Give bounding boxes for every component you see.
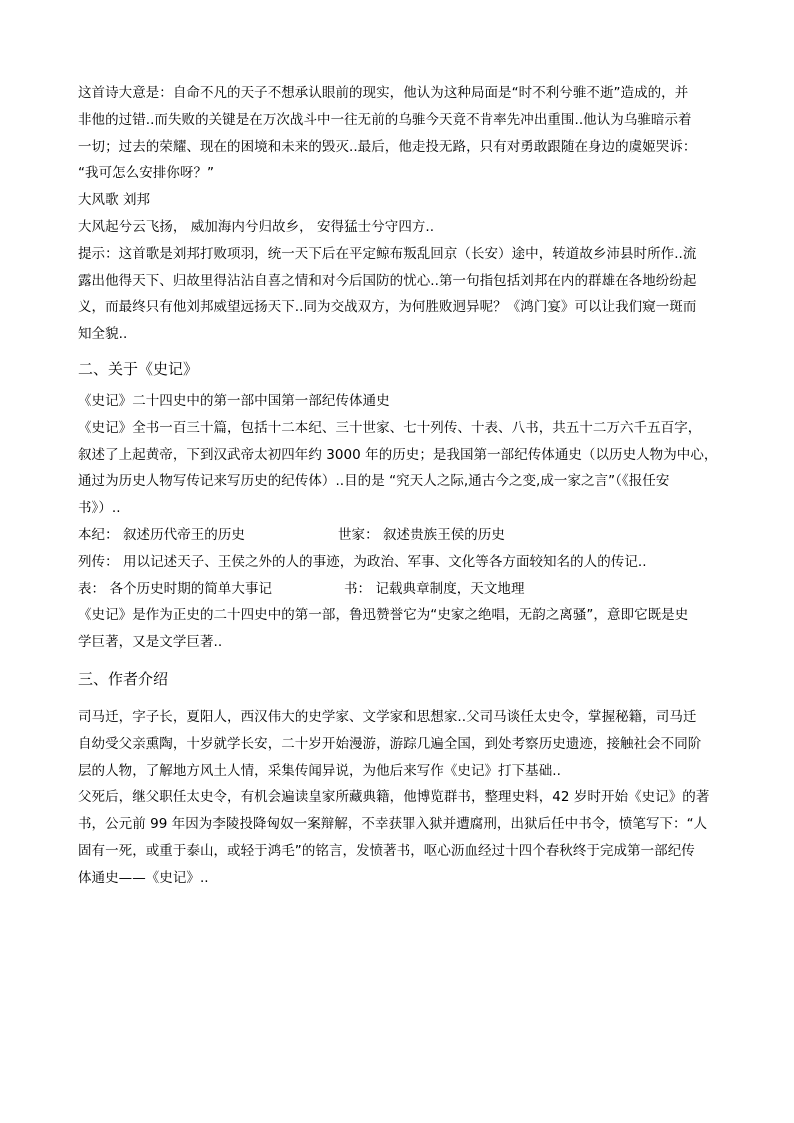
section-heading-shiji: 二、关于《史记》 <box>78 359 199 378</box>
text-line: 书》）.. <box>78 500 121 517</box>
text-line: 义，而最终只有他刘邦威望远扬天下..同为交战双方，为何胜败迥异呢？《鸿门宴》可以让我们窥一斑而 <box>78 299 697 316</box>
biao-shu-line <box>78 576 718 603</box>
text-line: 提示：这首歌是刘邦打败项羽，统一天下后在平定鲸布叛乱回京（长安）途中，转道故乡沛县时所作..流 <box>78 245 697 262</box>
shijia-definition: 世家： 叙述贵族王侯的历史 <box>338 526 505 543</box>
text-line: 《史记》是作为正史的二十四史中的第一部，鲁迅赞誉它为“史家之绝唱，无韵之离骚”，意即它既是史 <box>78 607 689 624</box>
poem-title: 大风歌 刘邦 <box>78 192 151 209</box>
text-line: 司马迁，字子长，夏阳人，西汉伟大的史学家、文学家和思想家..父司马谈任太史令，掌握秘籍，司马迁 <box>78 708 697 725</box>
lu-xun-comment <box>78 602 718 656</box>
benji-shijia-line <box>78 522 718 549</box>
text-line: 固有一死，或重于泰山，或轻于鸿毛”的铭言，发愤著书，呕心沥血经过十四个春秋终于完成第一部纪传 <box>78 842 695 859</box>
poem-body: 大风起兮云飞扬， 威加海内兮归故乡， 安得猛士兮守四方.. <box>78 218 435 235</box>
text-line: 自幼受父亲熏陶，十岁就学长安，二十岁开始漫游，游踪几遍全国，到处考察历史遗迹，接触社会不同阶 <box>78 735 702 752</box>
biao-definition: 表： 各个历史时期的简单大事记 <box>78 580 273 597</box>
benji-definition: 本纪： 叙述历代帝王的历史 <box>78 526 245 543</box>
text-line: 学巨著，又是文学巨著.. <box>78 634 223 651</box>
author-paragraph-1 <box>78 704 718 784</box>
poem-meaning-paragraph <box>78 80 718 187</box>
text-line: 一切；过去的荣耀、现在的困境和未来的毁灭..最后，他走投无路，只有对勇敢跟随在身边的虞姬哭诉： <box>78 138 697 155</box>
liezhuan-definition: 列传： 用以记述天子、王侯之外的人的事迹，为政治、军事、文化等各方面较知名的人的传记.. <box>78 553 647 570</box>
shu-definition: 书： 记载典章制度，天文地理 <box>344 580 525 597</box>
text-line: 体通史——《史记》.. <box>78 869 209 886</box>
text-line: 知全貌.. <box>78 326 128 343</box>
text-line: 《史记》全书一百三十篇，包括十二本纪、三十世家、七十列传、十表、八书，共五十二万六千五百字， <box>78 419 702 436</box>
text-line: 父死后，继父职任太史令，有机会遍读皇家所藏典籍，他博览群书，整理史料，42 岁时开始《史记》的著 <box>78 789 710 806</box>
shiji-description <box>78 415 718 522</box>
text-line: 露出他得天下、归故里得沾沾自喜之情和对今后国防的忧心..第一句指包括刘邦在内的群雄在各地纷纷起 <box>78 272 697 289</box>
text-line: 层的人物，了解地方风土人情，采集传闻异说，为他后来写作《史记》打下基础.. <box>78 762 561 779</box>
text-line: 通过为历史人物写传记来写历史的纪传体）..目的是 “究天人之际,通古今之变,成一家之言”（《报任安 <box>78 473 670 490</box>
text-line: 书，公元前 99 年因为李陵投降匈奴一案辩解，不幸获罪入狱并遭腐刑，出狱后任中书令，愤笔写下：“人 <box>78 816 708 833</box>
shiji-intro: 《史记》二十四史中的第一部中国第一部纪传体通史 <box>78 392 390 409</box>
text-line: 这首诗大意是：自命不凡的天子不想承认眼前的现实，他认为这种局面是“时不利兮骓不逝”造成的，并 <box>78 85 689 101</box>
author-paragraph-2 <box>78 784 718 891</box>
text-line: “我可怎么安排你呀？” <box>78 165 215 182</box>
section-heading-author: 三、作者介绍 <box>78 669 169 688</box>
document-page <box>78 80 718 892</box>
text-line: 叙述了上起黄帝，下到汉武帝太初四年约 3000 年的历史；是我国第一部纪传体通史（以历史人物为中心， <box>78 446 718 463</box>
hint-paragraph <box>78 241 718 348</box>
text-line: 非他的过错..而失败的关键是在万次战斗中一往无前的乌骓今天竟不肯率先冲出重围..他认为乌骓暗示着 <box>78 111 692 128</box>
